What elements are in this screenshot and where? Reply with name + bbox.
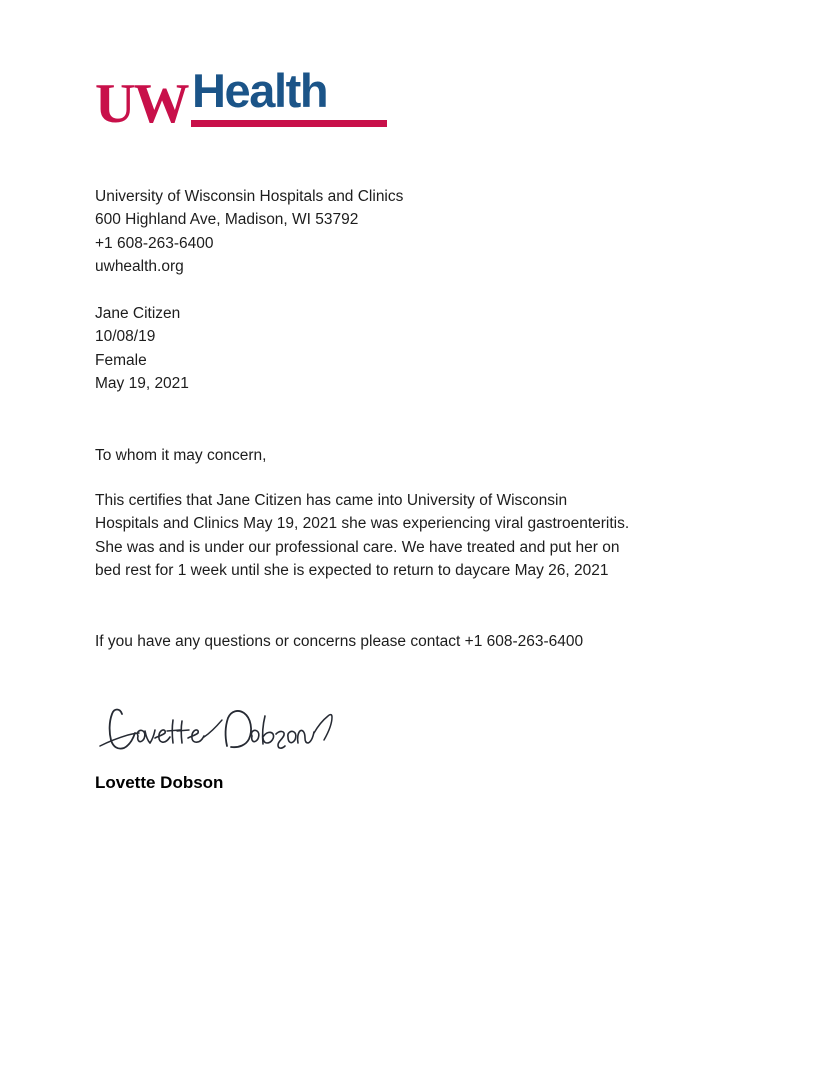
patient-info-block — [95, 302, 189, 396]
patient-name: Jane Citizen — [95, 305, 181, 322]
logo-underline-rule — [191, 120, 387, 127]
letter-contact-line: If you have any questions or concerns please contact +1 608-263-6400 — [95, 633, 584, 650]
letter-salutation: To whom it may concern, — [95, 447, 267, 464]
signer-printed-name: Lovette Dobson — [95, 773, 224, 792]
letter-body-paragraph — [95, 489, 675, 583]
clinic-website: uwhealth.org — [95, 258, 184, 276]
letter-body-line-4: bed rest for 1 week until she is expected to return to daycare May 26, 2021 — [95, 562, 609, 580]
logo-health-wordmark: Health — [192, 64, 328, 117]
logo-uw-wordmark: UW — [95, 73, 188, 135]
patient-date-of-birth: 10/08/19 — [95, 328, 156, 346]
letter-body-line-3: She was and is under our professional care. We have treated and put her on — [95, 538, 620, 556]
patient-gender: Female — [95, 351, 147, 369]
letter-body-line-2: Hospitals and Clinics May 19, 2021 she was experiencing viral gastroenteritis. — [95, 515, 630, 533]
patient-visit-date: May 19, 2021 — [95, 375, 189, 393]
clinic-address: 600 Highland Ave, Madison, WI 53792 — [95, 211, 359, 229]
clinic-info-block — [95, 185, 403, 279]
letter-contact-block — [95, 630, 583, 653]
clinic-phone: +1 608-263-6400 — [95, 234, 214, 252]
letter-salutation-block — [95, 444, 266, 467]
clinic-name: University of Wisconsin Hospitals and Clinics — [95, 188, 404, 205]
letter-body-line-1: This certifies that Jane Citizen has came into University of Wisconsin — [95, 492, 568, 509]
handwritten-signature — [92, 700, 342, 762]
uw-health-logo — [95, 64, 395, 135]
